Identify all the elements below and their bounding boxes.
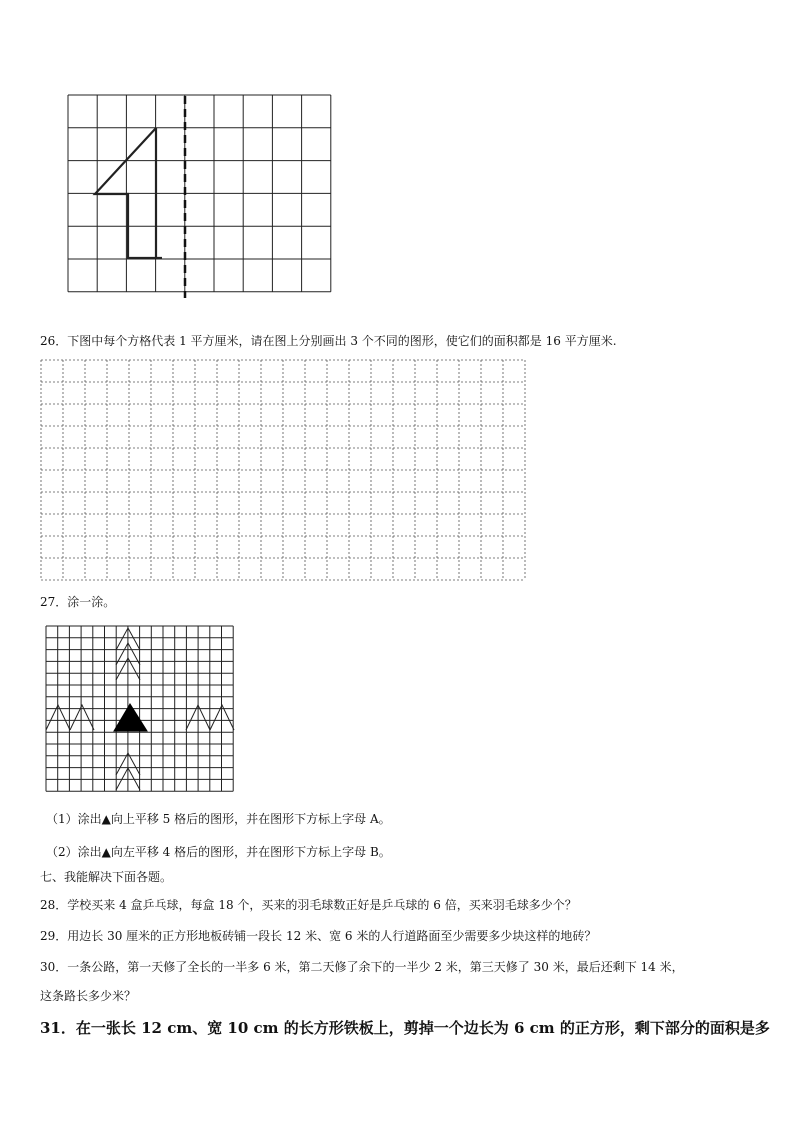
question-29: 29．用边长 30 厘米的正方形地板砖铺一段长 12 米、宽 6 米的人行道路面至少需要多少块这样的地砖？: [40, 929, 597, 943]
question-27-title: 27．涂一涂。: [40, 595, 116, 609]
question-27-part-2: （2）涂出▲向左平移 4 格后的图形，并在图形下方标上字母 B。: [46, 845, 391, 859]
question-31: 31．在一张长 12 cm、宽 10 cm 的长方形铁板上，剪掉一个边长为 6 cm 的正方形，剩下部分的面积是多: [40, 1019, 770, 1037]
section-7-heading: 七、我能解决下面各题。: [40, 870, 173, 884]
black-triangle: [114, 704, 147, 731]
question-28: 28．学校买来 4 盒乒乓球，每盒 18 个，买来的羽毛球数正好是乒乓球的 6 倍，买来羽毛球多少个？: [40, 898, 577, 912]
question-30-line-2: 这条路长多少米？: [40, 989, 137, 1003]
question-26: 26．下图中每个方格代表 1 平方厘米，请在图上分别画出 3 个不同的图形，使它们的面积都是 16 平方厘米.: [40, 334, 617, 348]
translation-grid: [46, 626, 233, 791]
question-30-line-1: 30．一条公路，第一天修了全长的一半多 6 米，第二天修了余下的一半少 2 米，第三天修了 30 米，最后还剩下 14 米，: [40, 960, 684, 974]
question-27-part-1: （1）涂出▲向上平移 5 格后的图形，并在图形下方标上字母 A。: [46, 812, 391, 826]
